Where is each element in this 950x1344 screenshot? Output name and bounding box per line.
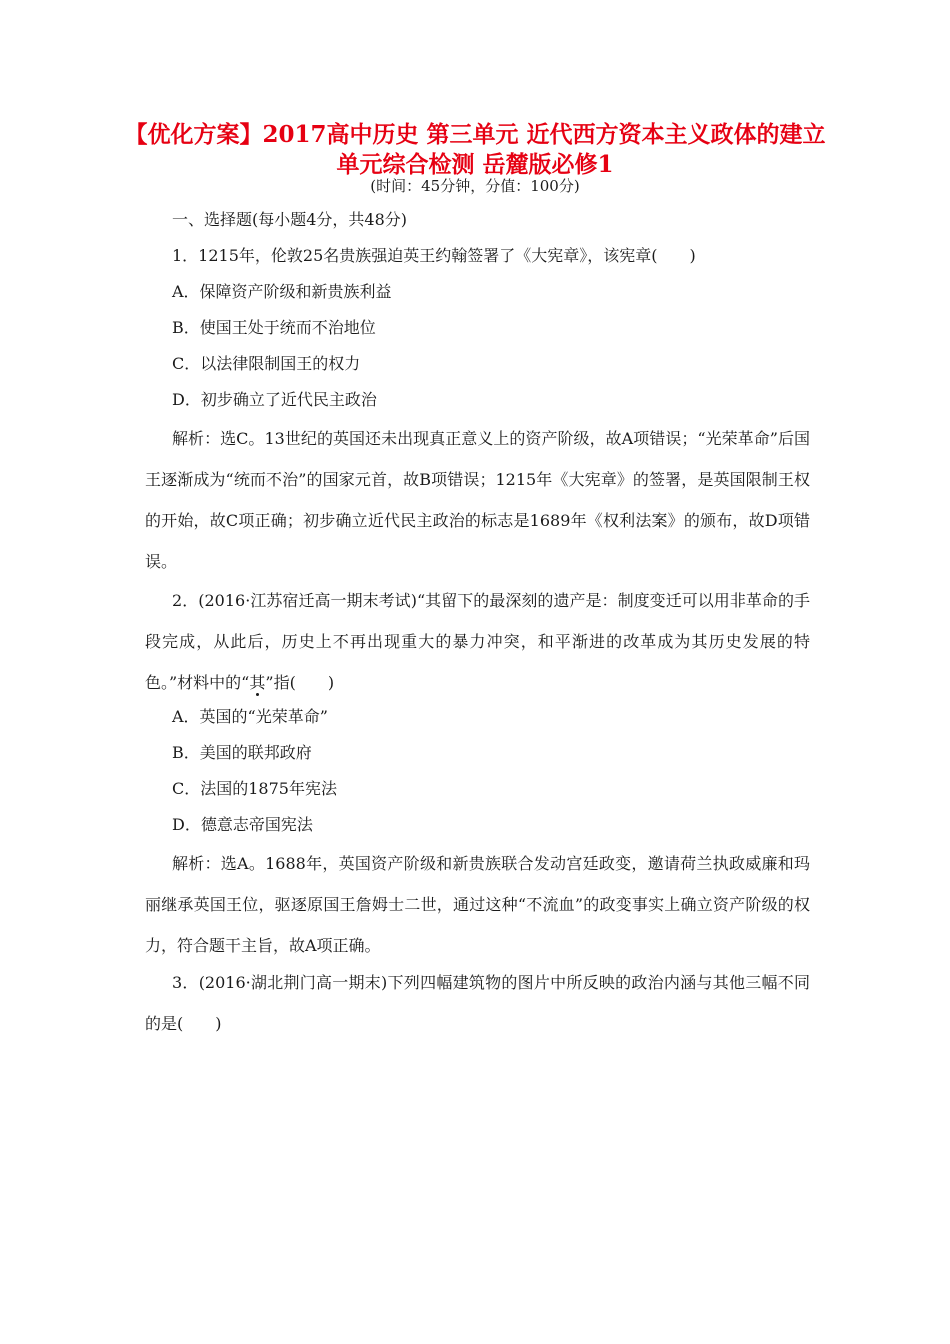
document-title: 【优化方案】2017高中历史 第三单元 近代西方资本主义政体的建立单元综合检测 岳麓版必修1 bbox=[124, 121, 826, 178]
question-1-option-b: B．使国王处于统而不治地位 bbox=[172, 318, 376, 337]
question-2-stem-end: ”指( ) bbox=[265, 673, 335, 692]
question-1-analysis: 解析：选C。13世纪的英国还未出现真正意义上的资产阶级，故A项错误；“光荣革命”后国王逐渐成为“统而不治”的国家元首，故B项错误；1215年《大宪章》的签署，是英国限制王权的开始，故C项正确；初步确立近代民主政治的标志是1689年《权利法案》的颁布，故D项错误。 bbox=[145, 429, 810, 571]
question-1-option-a: A．保障资产阶级和新贵族利益 bbox=[172, 282, 392, 301]
question-2-option-a: A．英国的“光荣革命” bbox=[172, 707, 328, 726]
section-heading: 一、选择题(每小题4分，共48分) bbox=[172, 210, 408, 229]
emphasized-character: 其 bbox=[249, 673, 266, 692]
question-2-stem-text: 2．(2016·江苏宿迁高一期末考试)“其留下的最深刻的遗产是：制度变迁可以用非革命的手段完成，从此后，历史上不再出现重大的暴力冲突，和平渐进的改革成为其历史发展的特色。”材料中的“ bbox=[145, 591, 810, 692]
question-3-stem: 3．(2016·湖北荆门高一期末)下列四幅建筑物的图片中所反映的政治内涵与其他三幅不同的是( ) bbox=[145, 973, 810, 1033]
question-2-analysis: 解析：选A。1688年，英国资产阶级和新贵族联合发动宫廷政变，邀请荷兰执政威廉和玛丽继承英国王位，驱逐原国王詹姆士二世，通过这种“不流血”的政变事实上确立资产阶级的权力，符合题干主旨，故A项正确。 bbox=[145, 854, 810, 955]
question-2-stem bbox=[145, 580, 810, 703]
question-1-option-d: D．初步确立了近代民主政治 bbox=[172, 390, 377, 409]
question-2-option-d: D．德意志帝国宪法 bbox=[172, 815, 313, 834]
exam-info: (时间：45分钟，分值：100分) bbox=[370, 177, 580, 195]
question-1-option-c: C．以法律限制国王的权力 bbox=[172, 354, 361, 373]
question-2-option-b: B．美国的联邦政府 bbox=[172, 743, 312, 762]
question-1-stem: 1．1215年，伦敦25名贵族强迫英王约翰签署了《大宪章》，该宪章( ) bbox=[172, 246, 696, 265]
question-2-option-c: C．法国的1875年宪法 bbox=[172, 779, 337, 798]
